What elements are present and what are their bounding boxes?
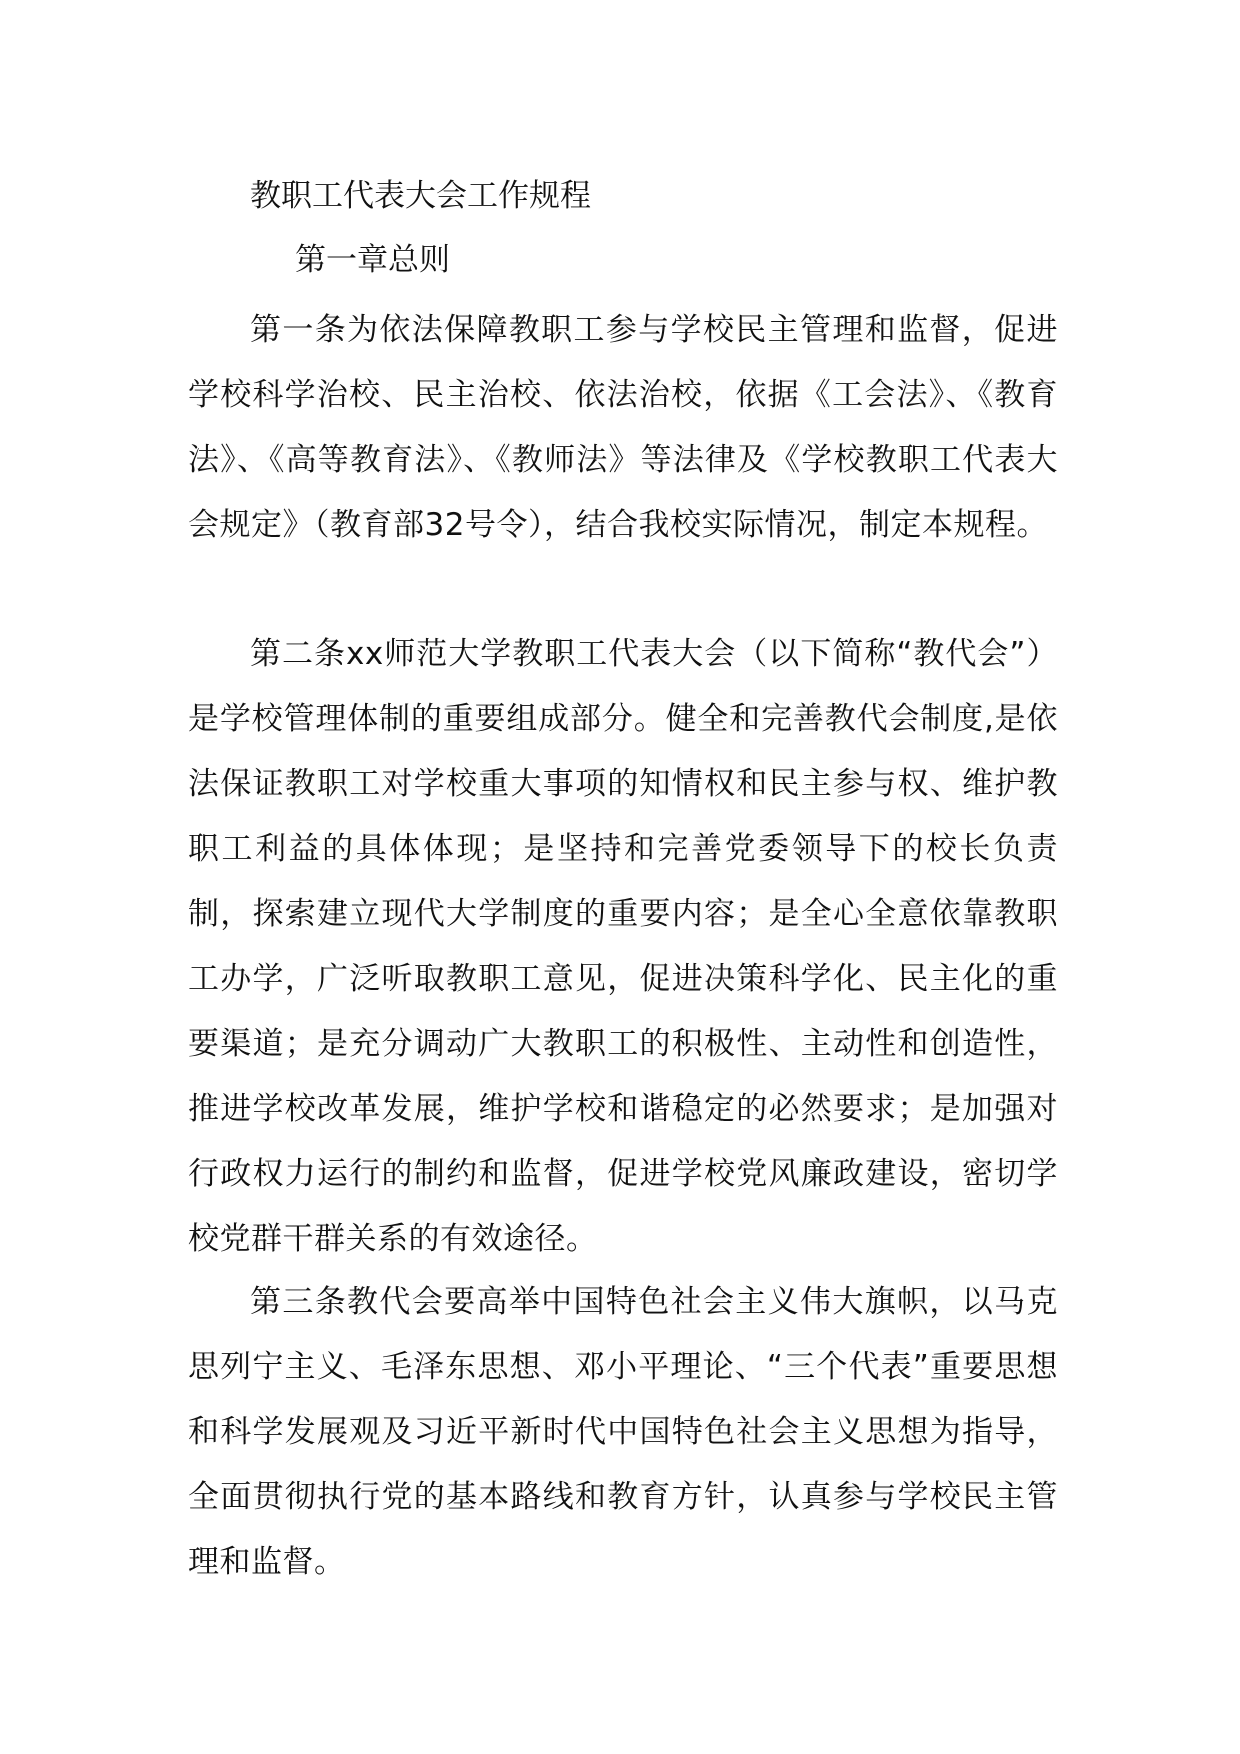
document-title: 教职工代表大会工作规程 [250, 178, 591, 214]
paragraph-article-1: 第一条为依法保障教职工参与学校民主管理和监督，促进学校科学治校、民主治校、依法治校，依据《工会法》、《教育法》、《高等教育法》、《教师法》等法律及《学校教职工代表大会规定》（教育部32号令），结合我校实际情况，制定本规程。 [188, 312, 1058, 543]
paragraph-article-2: 第二条xx师范大学教职工代表大会（以下简称“教代会”）是学校管理体制的重要组成部分。健全和完善教代会制度,是依法保证教职工对学校重大事项的知情权和民主参与权、维护教职工利益的具体体现；是坚持和完善党委领导下的校长负责制，探索建立现代大学制度的重要内容；是全心全意依靠教职工办学，广泛听取教职工意见，促进决策科学化、民主化的重要渠道；是充分调动广大教职工的积极性、主动性和创造性，推进学校改革发展，维护学校和谐稳定的必然要求；是加强对行政权力运行的制约和监督，促进学校党风廉政建设，密切学校党群干群关系的有效途径。 [188, 636, 1058, 1257]
chapter-title: 第一章总则 [295, 242, 450, 278]
paragraph-article-3: 第三条教代会要高举中国特色社会主义伟大旗帜，以马克思列宁主义、毛泽东思想、邓小平理论、“三个代表”重要思想和科学发展观及习近平新时代中国特色社会主义思想为指导，全面贯彻执行党的基本路线和教育方针，认真参与学校民主管理和监督。 [188, 1284, 1058, 1580]
